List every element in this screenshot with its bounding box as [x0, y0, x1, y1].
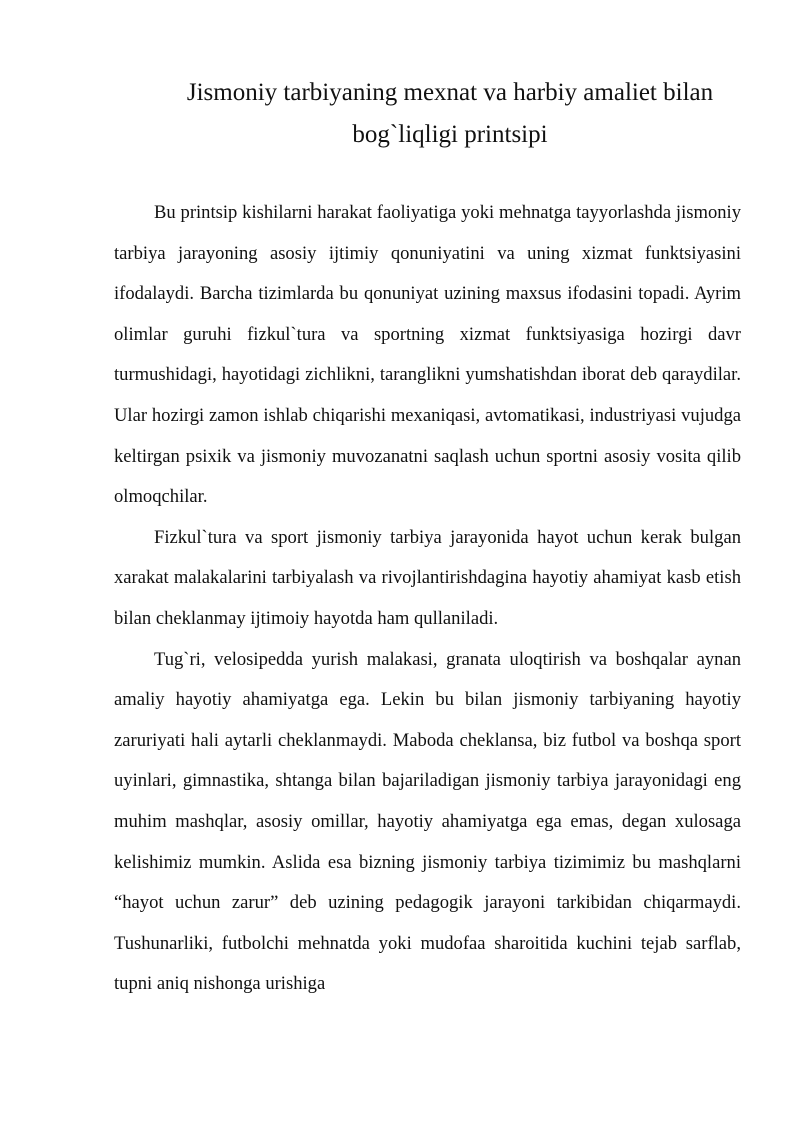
- paragraph-3: Tug`ri, velosipedda yurish malakasi, granata uloqtirish va boshqalar aynan amaliy hayotiy ahamiyatga ega. Lekin bu bilan jismoniy tarbiyaning hayotiy zaruriyati hali aytarli cheklanmaydi. Maboda cheklansa, biz futbol va boshqa sport uyinlari, gimnastika, shtanga bilan bajariladigan jismoniy tarbiya jarayonidagi eng muhim mashqlar, asosiy omillar, hayotiy ahamiyatga ega emas, degan xulosaga kelishimiz mumkin. Aslida esa bizning jismoniy tarbiya tizimimiz bu mashqlarni “hayot uchun zarur” deb uzining pedagogik jarayoni tarkibidan chiqarmaydi. Tushunarliki, futbolchi mehnatda yoki mudofaa sharoitida kuchini tejab sarflab, tupni aniq nishonga urishiga: [114, 648, 741, 995]
- document-title: Jismoniy tarbiyaning mexnat va harbiy amaliet bilan bog`liqligi printsipi: [186, 79, 714, 148]
- paragraph-1: Bu printsip kishilarni harakat faoliyatiga yoki mehnatga tayyorlashda jismoniy tarbiya jarayoning asosiy ijtimiy qonuniyatini va uning xizmat funktsiyasini ifodalaydi. Barcha tizimlarda bu qonuniyat uzining maxsus ifodasini topadi. Ayrim olimlar guruhi fizkul`tura va sportning xizmat funktsiyasiga hozirgi davr turmushidagi, hayotidagi zichlikni, taranglikni yumshatishdan iborat deb qaraydilar. Ular hozirgi zamon ishlab chiqarishi mexaniqasi, avtomatikasi, industriyasi vujudga keltirgan psixik va jismoniy muvozanatni saqlash uchun sportni asosiy vosita qilib olmoqchilar.: [114, 202, 741, 508]
- paragraph-2: Fizkul`tura va sport jismoniy tarbiya jarayonida hayot uchun kerak bulgan xarakat malakalarini tarbiyalash va rivojlantirishdagina hayotiy ahamiyat kasb etish bilan cheklanmay ijtimoiy hayotda ham qullaniladi.: [114, 526, 741, 629]
- document-body: [114, 193, 741, 1005]
